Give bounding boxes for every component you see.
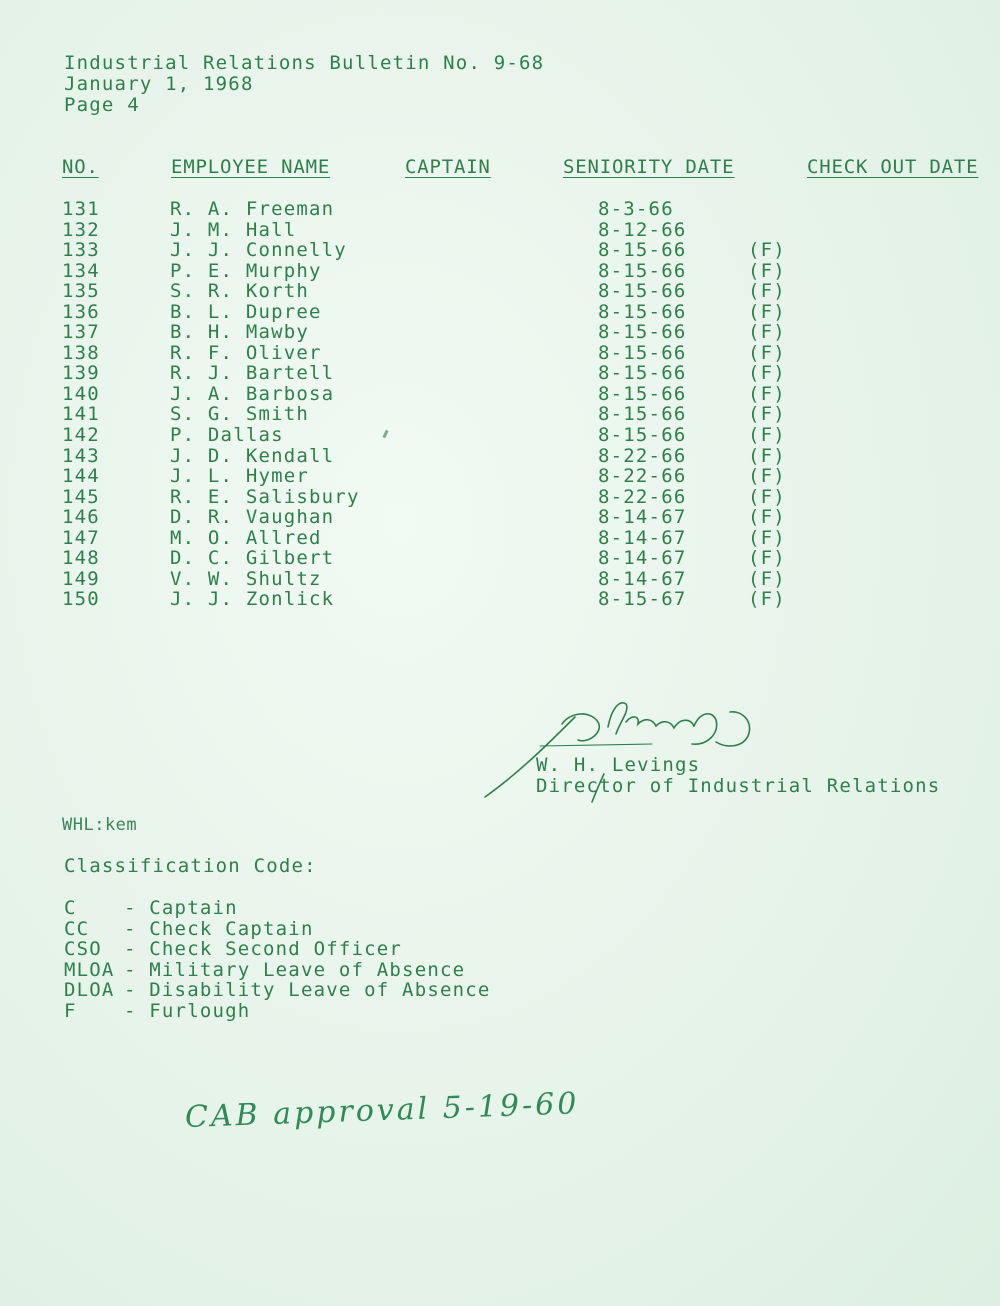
classification-code: (F): [748, 321, 786, 344]
table-row: [62, 527, 822, 548]
code-description: - Check Second Officer: [124, 938, 403, 960]
employee-number: 136: [62, 300, 100, 323]
employee-number: 143: [62, 444, 100, 467]
classification-code: (F): [748, 465, 786, 488]
typist-initials: WHL:kem: [62, 815, 138, 835]
classification-code: (F): [748, 444, 786, 467]
seniority-date: 8-3-66: [598, 198, 674, 220]
employee-number: 142: [62, 424, 100, 447]
employee-number: 138: [62, 341, 100, 364]
employee-number: 131: [62, 198, 100, 220]
seniority-date: 8-15-67: [598, 588, 687, 611]
classification-code: (F): [748, 280, 786, 303]
classification-code: (F): [748, 403, 786, 426]
signer-title: Director of Industrial Relations: [536, 775, 941, 797]
column-header-seniority-date: SENIORITY DATE: [563, 156, 735, 178]
classification-code: (F): [748, 567, 786, 590]
table-row: [62, 403, 822, 424]
employee-name: J. J. Zonlick: [170, 588, 335, 611]
employee-name: P. Dallas: [170, 424, 284, 447]
code-abbreviation: DLOA: [64, 979, 115, 1001]
table-row: [62, 506, 822, 527]
bulletin-title: Industrial Relations Bulletin No. 9-68: [64, 52, 545, 74]
employee-name: V. W. Shultz: [170, 567, 322, 590]
code-description: - Check Captain: [124, 917, 314, 940]
column-header-no: NO.: [62, 156, 99, 178]
employee-number: 135: [62, 280, 100, 303]
column-header-check-out-date: CHECK OUT DATE: [807, 156, 979, 178]
employee-name: B. L. Dupree: [170, 300, 322, 323]
table-row: [62, 321, 822, 342]
seniority-date: 8-15-66: [598, 259, 687, 282]
signature-block: [536, 755, 940, 797]
code-description: - Military Leave of Absence: [124, 958, 466, 981]
bulletin-date: January 1, 1968: [64, 73, 254, 95]
employee-name: R. E. Salisbury: [170, 485, 360, 508]
employee-name: J. M. Hall: [170, 218, 297, 241]
seniority-date: 8-14-67: [598, 547, 687, 570]
signature-stroke: [716, 712, 750, 746]
signature-stroke: [692, 714, 717, 744]
employee-name: D. C. Gilbert: [170, 547, 335, 570]
seniority-date: 8-15-66: [598, 300, 687, 323]
code-abbreviation: C: [64, 897, 77, 919]
table-row: [62, 342, 822, 363]
code-description: - Furlough: [124, 999, 251, 1022]
table-row: [62, 486, 822, 507]
employee-number: 141: [62, 403, 100, 426]
employee-number: 147: [62, 526, 100, 549]
seniority-date: 8-14-67: [598, 567, 687, 590]
employee-number: 149: [62, 567, 100, 590]
employee-number: 140: [62, 382, 100, 405]
classification-code: (F): [748, 259, 786, 282]
column-header-captain: CAPTAIN: [405, 156, 491, 178]
signature-stroke: [562, 714, 599, 741]
classification-code: (F): [748, 485, 786, 508]
employee-number: 133: [62, 239, 100, 262]
classification-code: (F): [748, 547, 786, 570]
table-row: [62, 547, 822, 568]
employee-name: J. A. Barbosa: [170, 382, 335, 405]
table-row: [62, 424, 822, 445]
page-number: Page 4: [64, 94, 140, 116]
code-description: - Captain: [124, 897, 238, 919]
employee-roster: [62, 198, 822, 609]
signature-stroke: [608, 703, 627, 734]
seniority-date: 8-15-66: [598, 341, 687, 364]
seniority-date: 8-14-67: [598, 506, 687, 529]
employee-number: 134: [62, 259, 100, 282]
employee-name: D. R. Vaughan: [170, 506, 335, 529]
employee-number: 145: [62, 485, 100, 508]
code-abbreviation: F: [64, 999, 77, 1022]
table-row: [62, 465, 822, 486]
employee-name: S. R. Korth: [170, 280, 310, 303]
classification-code: (F): [748, 239, 786, 262]
column-header-employee-name: EMPLOYEE NAME: [171, 156, 331, 178]
seniority-date: 8-15-66: [598, 382, 687, 405]
seniority-date: 8-22-66: [598, 465, 687, 488]
employee-name: J. D. Kendall: [170, 444, 335, 467]
employee-name: R. A. Freeman: [170, 198, 335, 220]
seniority-date: 8-15-66: [598, 424, 687, 447]
code-abbreviation: CSO: [64, 938, 102, 960]
seniority-date: 8-15-66: [598, 239, 687, 262]
employee-number: 139: [62, 362, 100, 385]
table-row: [62, 219, 822, 240]
code-abbreviation: MLOA: [64, 958, 115, 981]
employee-number: 150: [62, 588, 100, 611]
employee-name: R. J. Bartell: [170, 362, 335, 385]
code-description: - Disability Leave of Absence: [124, 979, 491, 1001]
table-row: [62, 445, 822, 466]
classification-code: (F): [748, 362, 786, 385]
employee-number: 132: [62, 218, 100, 241]
handwritten-approval-note: CAB approval 5-19-60: [184, 1086, 580, 1135]
seniority-date: 8-12-66: [598, 218, 687, 241]
table-row: [62, 588, 822, 609]
employee-name: S. G. Smith: [170, 403, 310, 426]
employee-number: 144: [62, 465, 100, 488]
seniority-date: 8-14-67: [598, 526, 687, 549]
table-row: [62, 280, 822, 301]
employee-number: 148: [62, 547, 100, 570]
employee-name: M. O. Allred: [170, 526, 322, 549]
classification-code: (F): [748, 526, 786, 549]
employee-name: R. F. Oliver: [170, 341, 322, 364]
signature-stroke: [540, 744, 652, 746]
employee-name: J. L. Hymer: [170, 465, 310, 488]
seniority-date: 8-22-66: [598, 444, 687, 467]
table-row: [62, 383, 822, 404]
table-row: [62, 362, 822, 383]
employee-name: B. H. Mawby: [170, 321, 310, 344]
seniority-date: 8-15-66: [598, 280, 687, 303]
classification-code: (F): [748, 424, 786, 447]
classification-code: (F): [748, 300, 786, 323]
seniority-date: 8-22-66: [598, 485, 687, 508]
seniority-date: 8-15-66: [598, 362, 687, 385]
employee-number: 137: [62, 321, 100, 344]
table-row: [62, 568, 822, 589]
employee-number: 146: [62, 506, 100, 529]
table-row: [62, 301, 822, 322]
signer-name: W. H. Levings: [536, 754, 701, 776]
employee-name: P. E. Murphy: [170, 259, 322, 282]
classification-code: (F): [748, 506, 786, 529]
classification-code-title: Classification Code:: [64, 855, 317, 877]
seniority-date: 8-15-66: [598, 321, 687, 344]
classification-code: (F): [748, 588, 786, 611]
table-row: [62, 239, 822, 260]
table-row: [62, 198, 822, 219]
seniority-date: 8-15-66: [598, 403, 687, 426]
table-row: [62, 260, 822, 281]
signature-stroke: [626, 717, 694, 728]
employee-name: J. J. Connelly: [170, 239, 347, 262]
classification-code: (F): [748, 382, 786, 405]
classification-code: (F): [748, 341, 786, 364]
code-abbreviation: CC: [64, 917, 90, 940]
